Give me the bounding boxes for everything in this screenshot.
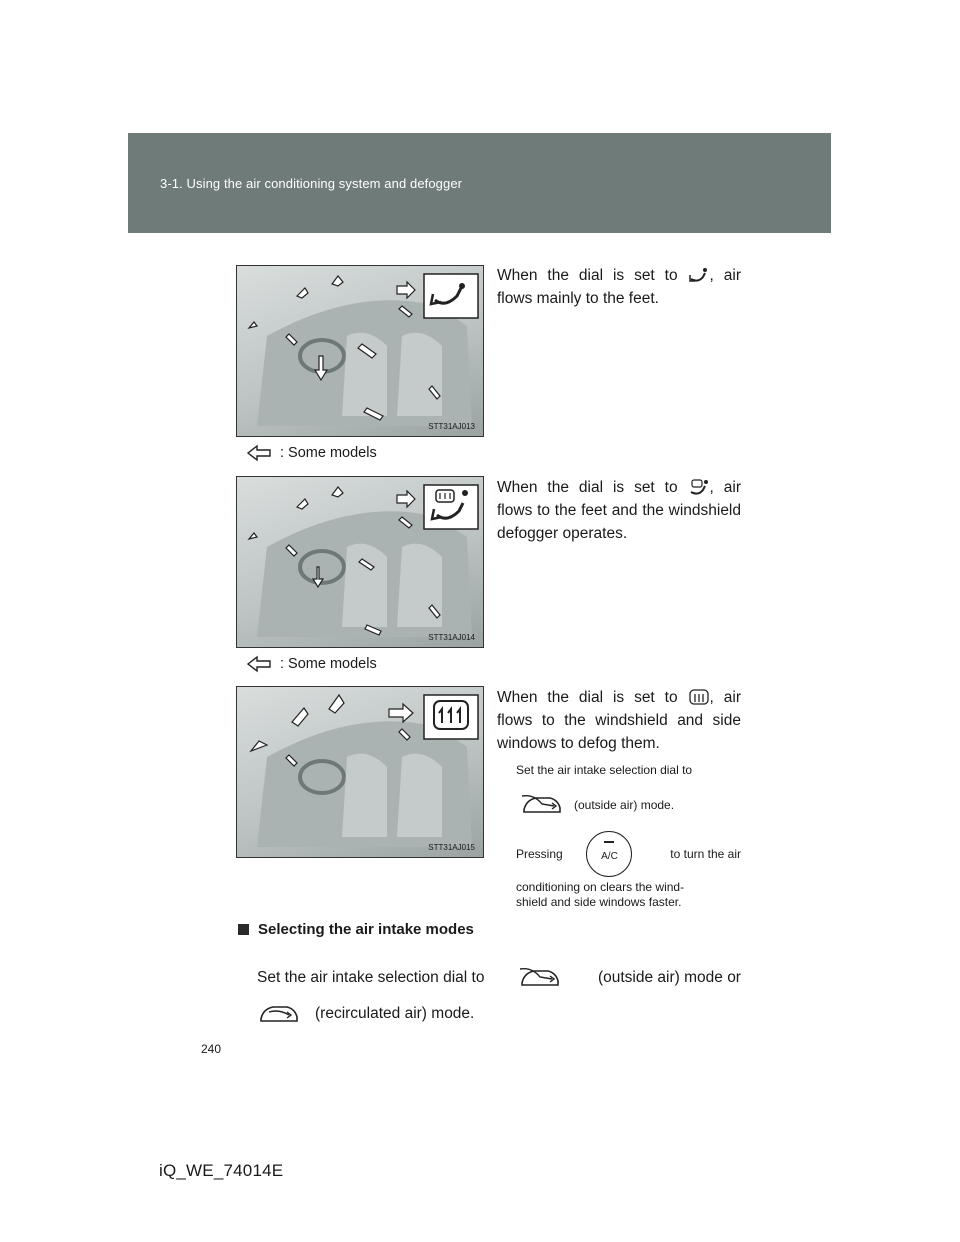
figure-code: STT31AJ015 <box>428 843 475 852</box>
ac-button-icon: A/C <box>586 831 632 877</box>
outside-air-icon <box>518 965 564 991</box>
section-3-paragraph: When the dial is set to , air flows to the windshield and side windows to defog them. <box>497 689 741 752</box>
figure-code: STT31AJ014 <box>428 633 475 642</box>
page-number: 240 <box>201 1042 222 1056</box>
air-intake-line-1: Set the air intake selection dial to (outside air) mode or <box>257 965 741 991</box>
tip-line-3: Pressing A/C to turn the air <box>516 831 741 877</box>
hollow-arrow-icon <box>246 444 272 462</box>
recirculated-air-icon <box>257 1001 303 1027</box>
section-2-paragraph: When the dial is set to , air flows to the feet and the windshield defogger operates. <box>497 479 741 542</box>
outside-air-icon <box>520 792 564 818</box>
tip-line-4: conditioning on clears the wind- <box>516 880 685 894</box>
air-intake-line-2: (recirculated air) mode. <box>257 1001 474 1027</box>
car-interior-illustration <box>237 266 484 437</box>
bullet-icon <box>238 924 249 935</box>
figure-feet-airflow <box>236 265 484 437</box>
document-id: iQ_WE_74014E <box>159 1161 284 1180</box>
section-1-paragraph: When the dial is set to , air flows mainly to the feet. <box>497 267 741 307</box>
hollow-arrow-icon <box>246 655 272 673</box>
car-interior-illustration <box>237 477 484 648</box>
windshield-defog-icon <box>688 689 710 705</box>
some-models-note: : Some models <box>246 655 377 673</box>
section-title: 3-1. Using the air conditioning system and defogger <box>160 176 463 191</box>
figure-windshield-defog <box>236 686 484 858</box>
figure-code: STT31AJ013 <box>428 422 475 431</box>
some-models-note: : Some models <box>246 444 377 462</box>
feet-defog-airflow-icon <box>688 479 710 495</box>
figure-feet-defog-airflow <box>236 476 484 648</box>
indicator-bar <box>604 841 614 843</box>
feet-airflow-icon <box>688 267 710 283</box>
tip-line-2: (outside air) mode. <box>516 792 741 818</box>
car-interior-illustration <box>237 687 484 858</box>
tip-line-5: shield and side windows faster. <box>516 895 682 909</box>
tip-line-1: Set the air intake selection dial to <box>516 763 693 777</box>
air-intake-heading: Selecting the air intake modes <box>238 921 474 938</box>
